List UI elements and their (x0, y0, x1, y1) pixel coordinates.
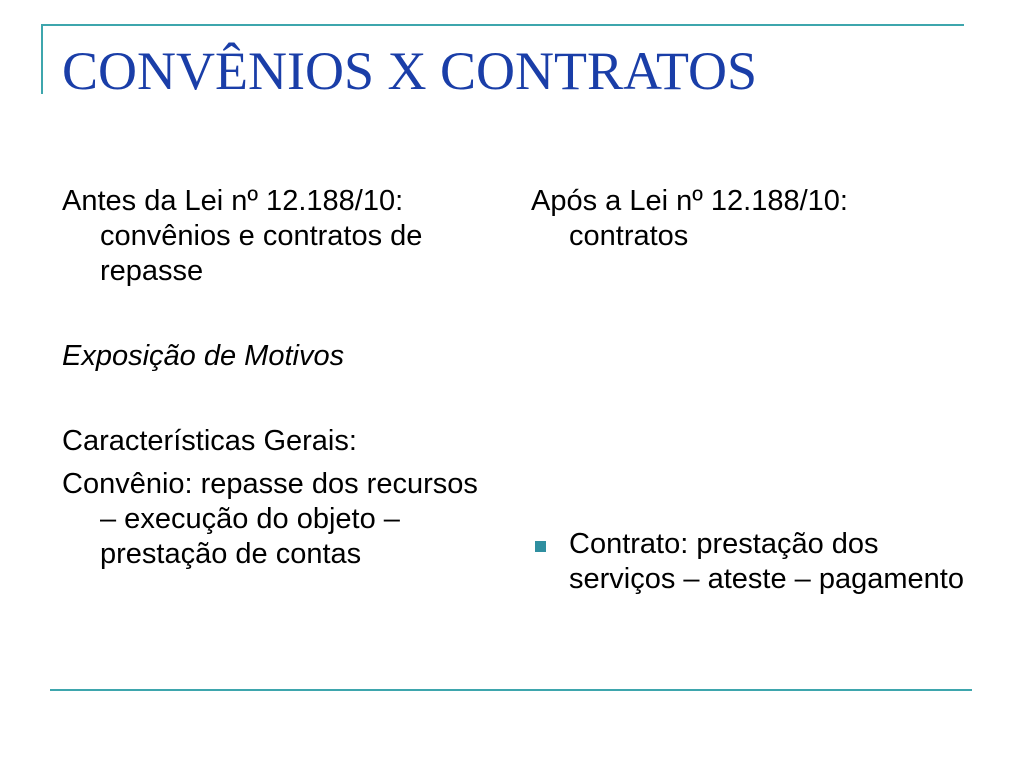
right-column (531, 184, 971, 597)
footer-accent-line (50, 689, 972, 691)
title-accent-vertical-line (41, 24, 43, 94)
contrato-description: Contrato: prestação dos serviços – ateste – pagamento (569, 528, 964, 595)
caracteristicas-gerais-label: Características Gerais: (62, 425, 357, 457)
before-law-heading: Antes da Lei nº 12.188/10: convênios e contratos de repasse (62, 185, 423, 287)
left-column (62, 184, 502, 572)
slide-title: CONVÊNIOS X CONTRATOS (62, 41, 758, 101)
square-bullet-icon (535, 541, 546, 552)
exposicao-de-motivos: Exposição de Motivos (62, 340, 345, 372)
title-accent-top-line (41, 24, 964, 26)
contrato-bullet-item (531, 527, 971, 597)
convenio-description: Convênio: repasse dos recursos – execução do objeto – prestação de contas (62, 468, 478, 570)
after-law-heading: Após a Lei nº 12.188/10: contratos (531, 185, 848, 252)
